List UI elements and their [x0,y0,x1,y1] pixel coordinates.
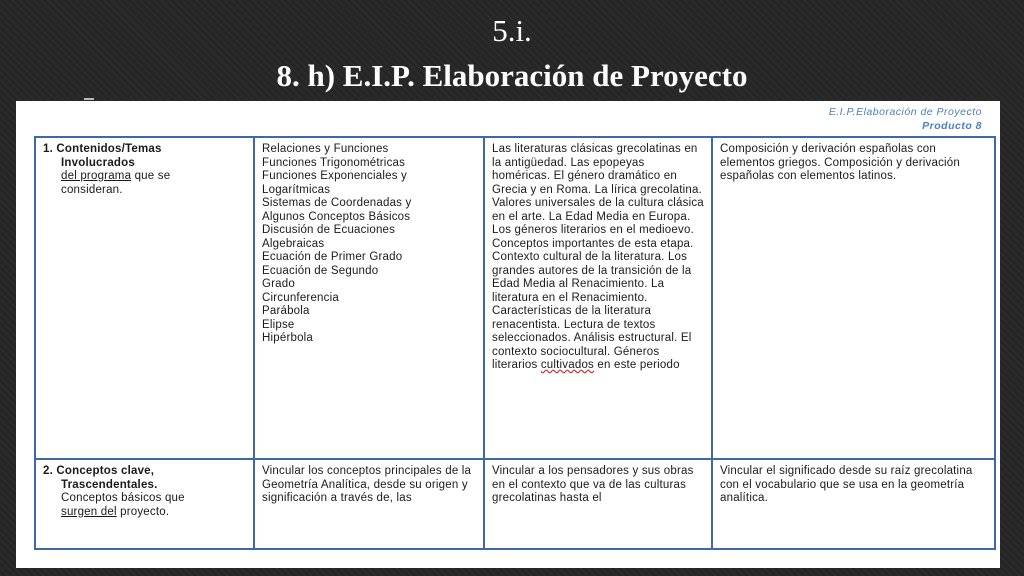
table-row [35,137,995,459]
etymology-topics-cell: Composición y derivación españolas con elementos griegos. Composición y derivación españolas con elementos latinos. [712,137,995,459]
etymology-concepts-cell: Vincular el significado desde su raíz grecolatina con el vocabulario que se usa en la geometría analítica. [712,459,995,549]
table-row [35,459,995,549]
content-table [34,136,996,550]
list-item: Grado [262,278,295,290]
decorative-dash [84,98,94,100]
document-header-product: Producto 8 [922,120,982,132]
document-header-title: E.I.P.Elaboración de Proyecto [828,106,982,118]
math-topics-cell [254,137,484,459]
document-image [16,101,1000,568]
cell-text: Las literaturas clásicas grecolatinas en la antigüedad. Las epopeyas homéricas. El género dramático en Grecia y en Roma. La lírica grecolatina. Valores universales de la cultura clásica en el arte. La Edad Media en Europa. Los géneros literarios en el medioevo. Conceptos importantes de esta etapa. Contexto cultural de la literatura. Los grandes autores de la transición de la Edad Media al Renacimiento. La literatura en el Renacimiento. Características de la literatura renacentista. Lectura de textos seleccionados. Análisis estructural. El contexto sociocultural. Géneros literarios [492,143,704,371]
literature-concepts-cell: Vincular a los pensadores y sus obras en el contexto que va de las culturas grecolatinas hasta el [484,459,712,549]
list-item: Funciones Trigonométricas [262,156,406,169]
math-concepts-cell: Vincular los conceptos principales de la Geometría Analítica, desde su origen y significación a través de, las [254,459,484,549]
list-item: Circunferencia [262,291,339,304]
row-label-title: 2. Conceptos clave, [43,465,155,477]
list-item: Hipérbola [262,332,314,344]
row-label-desc [43,170,246,184]
list-item: Relaciones y Funciones [262,143,389,155]
list-item: Logarítmicas [262,183,331,196]
row-label-desc-end: consideran. [61,183,123,196]
underlined-text: del programa [61,170,132,182]
underlined-text: surgen del [61,505,117,518]
row-label-subtitle: Involucrados [61,156,135,169]
row-label-desc: Conceptos básicos que [61,492,185,504]
label-text: que se [131,170,171,182]
row-label-subtitle: Trascendentales. [61,478,158,491]
row-label-title: 1. Contenidos/Temas [43,143,162,155]
literature-topics-cell [484,137,712,459]
slide-number: 5.i. [492,13,532,48]
label-text: proyecto. [116,505,170,518]
cell-text-end: en este periodo [594,359,680,371]
document-header [829,105,982,133]
list-item: Algebraicas [262,237,325,250]
spellcheck-word: cultivados [540,359,594,371]
list-item: Discusión de Ecuaciones [262,224,396,236]
row-label-contenidos [35,137,254,459]
list-item: Algunos Conceptos Básicos [262,210,411,223]
list-item: Elipse [262,318,295,331]
row-label-conceptos [35,459,254,549]
list-item: Ecuación de Primer Grado [262,251,403,263]
list-item: Parábola [262,305,310,317]
list-item: Funciones Exponenciales y [262,170,407,182]
list-item: Ecuación de Segundo [262,264,379,277]
row-label-desc-end [43,506,246,520]
list-item: Sistemas de Coordenadas y [262,197,412,209]
slide-heading: 8. h) E.I.P. Elaboración de Proyecto [276,58,748,93]
